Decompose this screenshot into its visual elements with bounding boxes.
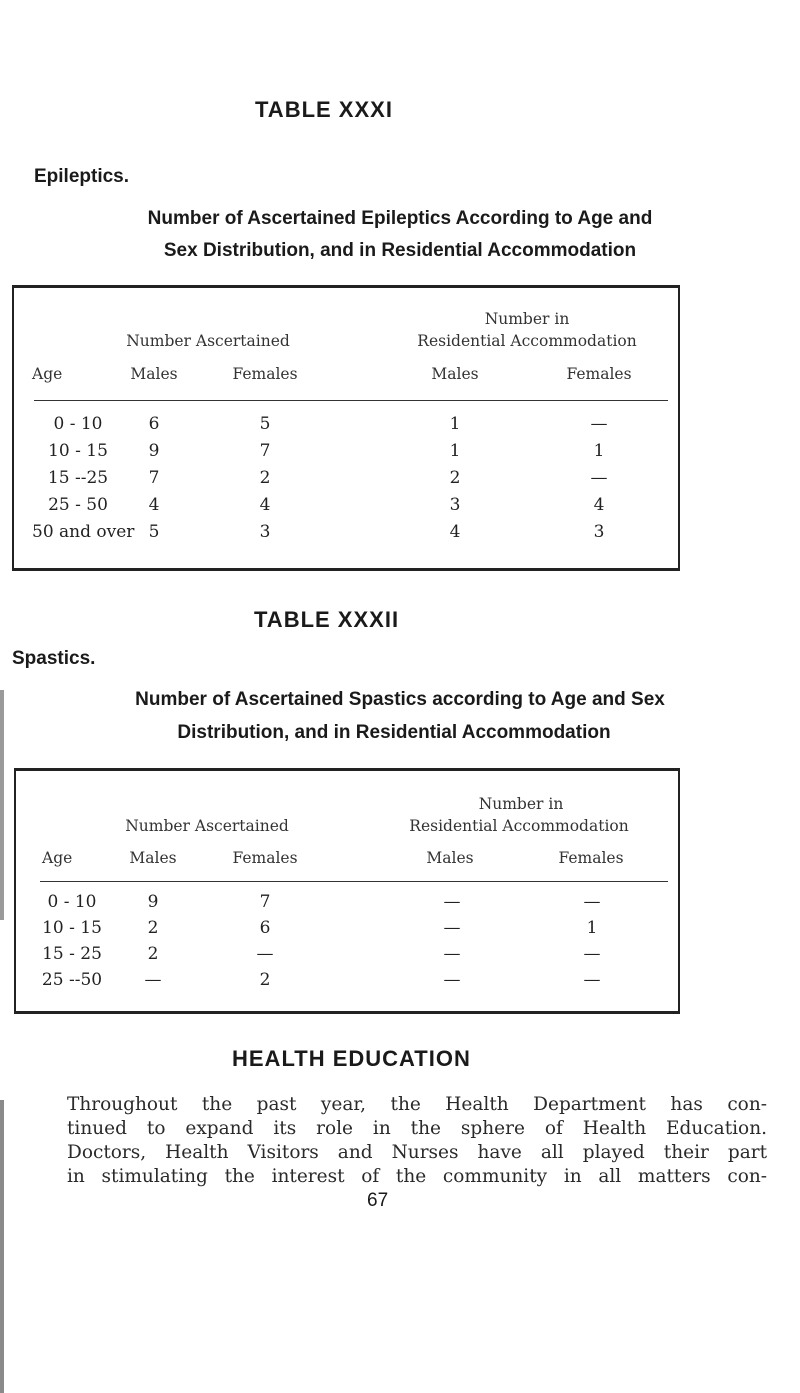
cell-males: 2	[147, 918, 159, 938]
cell-females: 2	[259, 468, 271, 488]
epileptics-label: Epileptics.	[34, 166, 130, 187]
cell-res-females: —	[590, 414, 608, 434]
page-number: 67	[367, 1190, 389, 1211]
cell-males: 9	[148, 441, 160, 461]
table-xxxi-title: TABLE XXXI	[255, 97, 393, 122]
table-xxxi-heading-line2: Sex Distribution, and in Residential Accommodation	[163, 240, 637, 261]
header-res-males: Males	[431, 365, 479, 383]
cell-res-males: —	[443, 918, 461, 938]
header-number-ascertained: Number Ascertained	[126, 332, 290, 350]
header-res-females: Females	[558, 849, 624, 867]
cell-res-females: 1	[593, 441, 605, 461]
cell-males: —	[144, 970, 162, 990]
header-number-ascertained: Number Ascertained	[125, 817, 289, 835]
header-males: Males	[130, 365, 178, 383]
cell-age: 25 - 50	[48, 495, 108, 515]
header-males: Males	[129, 849, 177, 867]
cell-females: 7	[259, 892, 271, 912]
cell-res-females: —	[583, 944, 601, 964]
header-divider	[40, 881, 668, 882]
cell-females: 5	[259, 414, 271, 434]
cell-females: —	[256, 944, 274, 964]
table-xxxi-heading-line1: Number of Ascertained Epileptics According to Age and	[147, 208, 653, 229]
header-females: Females	[232, 849, 298, 867]
header-number-in: Number in	[484, 310, 570, 328]
cell-age: 15 - 25	[42, 944, 102, 964]
health-education-title: HEALTH EDUCATION	[232, 1046, 471, 1071]
cell-res-males: —	[443, 944, 461, 964]
paragraph-line: in stimulating the interest of the community in all matters con-	[67, 1166, 767, 1187]
health-education-paragraph	[67, 1093, 767, 1189]
cell-age: 10 - 15	[42, 918, 102, 938]
scan-edge	[0, 1100, 4, 1393]
table-xxxii-heading-line2: Distribution, and in Residential Accommodation	[177, 722, 611, 743]
paragraph-line: Doctors, Health Visitors and Nurses have all played their part	[67, 1142, 767, 1163]
header-res-females: Females	[566, 365, 632, 383]
cell-age: 15 --25	[47, 468, 109, 488]
cell-res-females: 4	[593, 495, 605, 515]
spastics-table	[14, 768, 680, 1014]
cell-age: 0 - 10	[47, 892, 97, 912]
cell-age: 25 --50	[41, 970, 103, 990]
cell-res-males: —	[443, 892, 461, 912]
cell-age: 0 - 10	[53, 414, 103, 434]
cell-res-females: 1	[586, 918, 598, 938]
cell-males: 6	[148, 414, 160, 434]
cell-res-females: 3	[593, 522, 605, 542]
cell-age: 10 - 15	[48, 441, 108, 461]
cell-females: 3	[259, 522, 271, 542]
cell-females: 6	[259, 918, 271, 938]
cell-res-males: 4	[449, 522, 461, 542]
cell-males: 7	[148, 468, 160, 488]
cell-age: 50 and over	[32, 522, 135, 542]
cell-res-females: —	[583, 970, 601, 990]
cell-res-males: 1	[449, 441, 461, 461]
paragraph-line: Throughout the past year, the Health Department has con-	[67, 1094, 767, 1115]
cell-males: 2	[147, 944, 159, 964]
cell-res-males: —	[443, 970, 461, 990]
header-residential-accommodation: Residential Accommodation	[409, 817, 629, 835]
header-number-in: Number in	[478, 795, 564, 813]
cell-females: 7	[259, 441, 271, 461]
header-females: Females	[232, 365, 298, 383]
cell-males: 9	[147, 892, 159, 912]
header-res-males: Males	[426, 849, 474, 867]
cell-res-females: —	[583, 892, 601, 912]
paragraph-line: tinued to expand its role in the sphere of Health Education.	[67, 1118, 767, 1139]
cell-res-males: 1	[449, 414, 461, 434]
header-age: Age	[42, 849, 73, 867]
epileptics-table	[12, 285, 680, 571]
table-xxxii-title: TABLE XXXII	[254, 607, 400, 632]
header-residential-accommodation: Residential Accommodation	[417, 332, 637, 350]
cell-males: 4	[148, 495, 160, 515]
cell-res-females: —	[590, 468, 608, 488]
header-divider	[34, 400, 668, 401]
table-xxxii-heading-line1: Number of Ascertained Spastics according to Age and Sex	[135, 689, 665, 710]
cell-res-males: 3	[449, 495, 461, 515]
cell-females: 4	[259, 495, 271, 515]
cell-males: 5	[148, 522, 160, 542]
cell-res-males: 2	[449, 468, 461, 488]
cell-females: 2	[259, 970, 271, 990]
spastics-label: Spastics.	[12, 648, 96, 669]
header-age: Age	[32, 365, 63, 383]
